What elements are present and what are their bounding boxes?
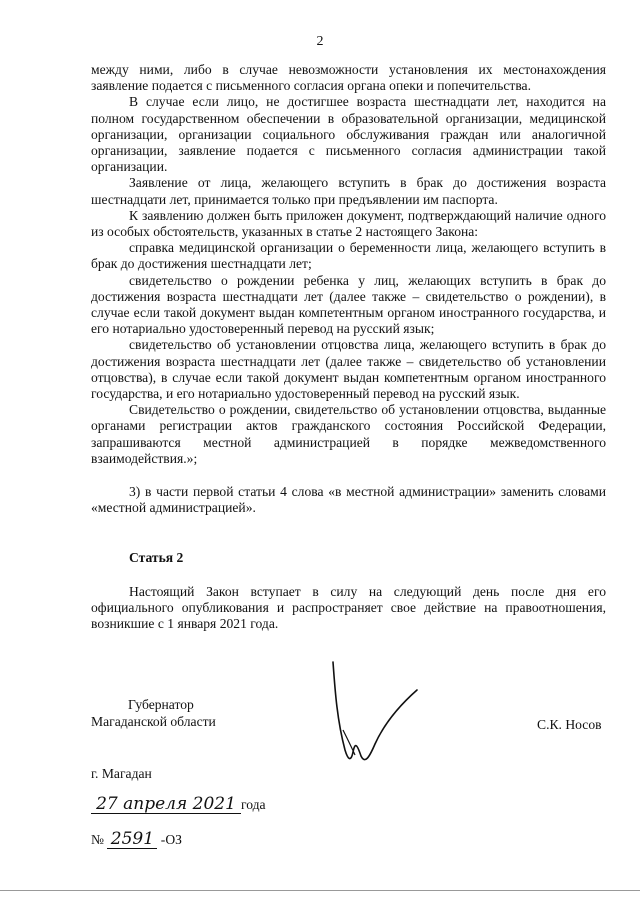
signatory-title: Губернатор [128, 697, 194, 712]
city: г. Магадан [91, 766, 152, 781]
paragraph: К заявлению должен быть приложен документ, подтверждающий наличие одного из особых обстоятельств, указанных в статье 2 настоящего Закона: [91, 207, 606, 240]
paragraph: свидетельство о рождении ребенка у лиц, желающих вступить в брак до достижения возраста шестнадцати лет (далее также – свидетельство о рождении), в случае если такой документ выдан компетентным органом иностранного государства, и его нотариально удостоверенный перевод на русский язык; [91, 272, 606, 337]
date-suffix: года [241, 797, 266, 812]
number-suffix: -ОЗ [160, 832, 182, 847]
handwritten-number: 2591 [107, 830, 157, 849]
document-body [91, 62, 606, 632]
date-line [91, 795, 291, 814]
paragraph: справка медицинской организации о беременности лица, желающего вступить в брак до достижения шестнадцати лет; [91, 240, 606, 272]
signatory-region: Магаданской области [91, 714, 216, 729]
paragraph: свидетельство об установлении отцовства лица, желающего вступить в брак до достижения возраста шестнадцати лет (далее также – свидетельство об установлении отцовства), в случае если такой документ выдан компетентным органом иностранного государства, и его нотариально удостоверенный перевод на русский язык. [91, 337, 606, 402]
handwritten-signature [315, 660, 425, 770]
paragraph: между ними, либо в случае невозможности установления их местонахождения заявление подается с письменного согласия органа опеки и попечительства. [91, 62, 606, 94]
signatory-name: С.К. Носов [537, 717, 602, 732]
scan-edge-line [0, 890, 640, 891]
paragraph: 3) в части первой статьи 4 слова «в местной администрации» заменить словами «местной администрацией». [91, 484, 606, 516]
paragraph: Заявление от лица, желающего вступить в брак до достижения возраста шестнадцати лет, принимается только при предъявлении им паспорта. [91, 175, 606, 207]
article-heading: Статья 2 [129, 550, 184, 566]
number-sign: № [91, 832, 104, 847]
page-number: 2 [316, 34, 324, 49]
article-text: Настоящий Закон вступает в силу на следующий день после дня его официального опубликования и распространяет свое действие на правоотношения, возникшие с 1 января 2021 года. [91, 583, 606, 632]
paragraph: В случае если лицо, не достигшее возраста шестнадцати лет, находится на полном государственном обеспечении в образовательной организации, медицинской организации, организации социального обслуживания граждан или аналогичной организации, заявление подается с письменного согласия администрации такой организации. [91, 94, 606, 175]
paragraph: Свидетельство о рождении, свидетельство об установлении отцовства, выданные органами регистрации актов гражданского состояния Российской Федерации, запрашиваются местной администрацией в порядке межведомственного взаимодействия.»; [91, 402, 606, 466]
handwritten-date: 27 апреля 2021 [91, 795, 241, 814]
law-number-line [91, 830, 182, 849]
